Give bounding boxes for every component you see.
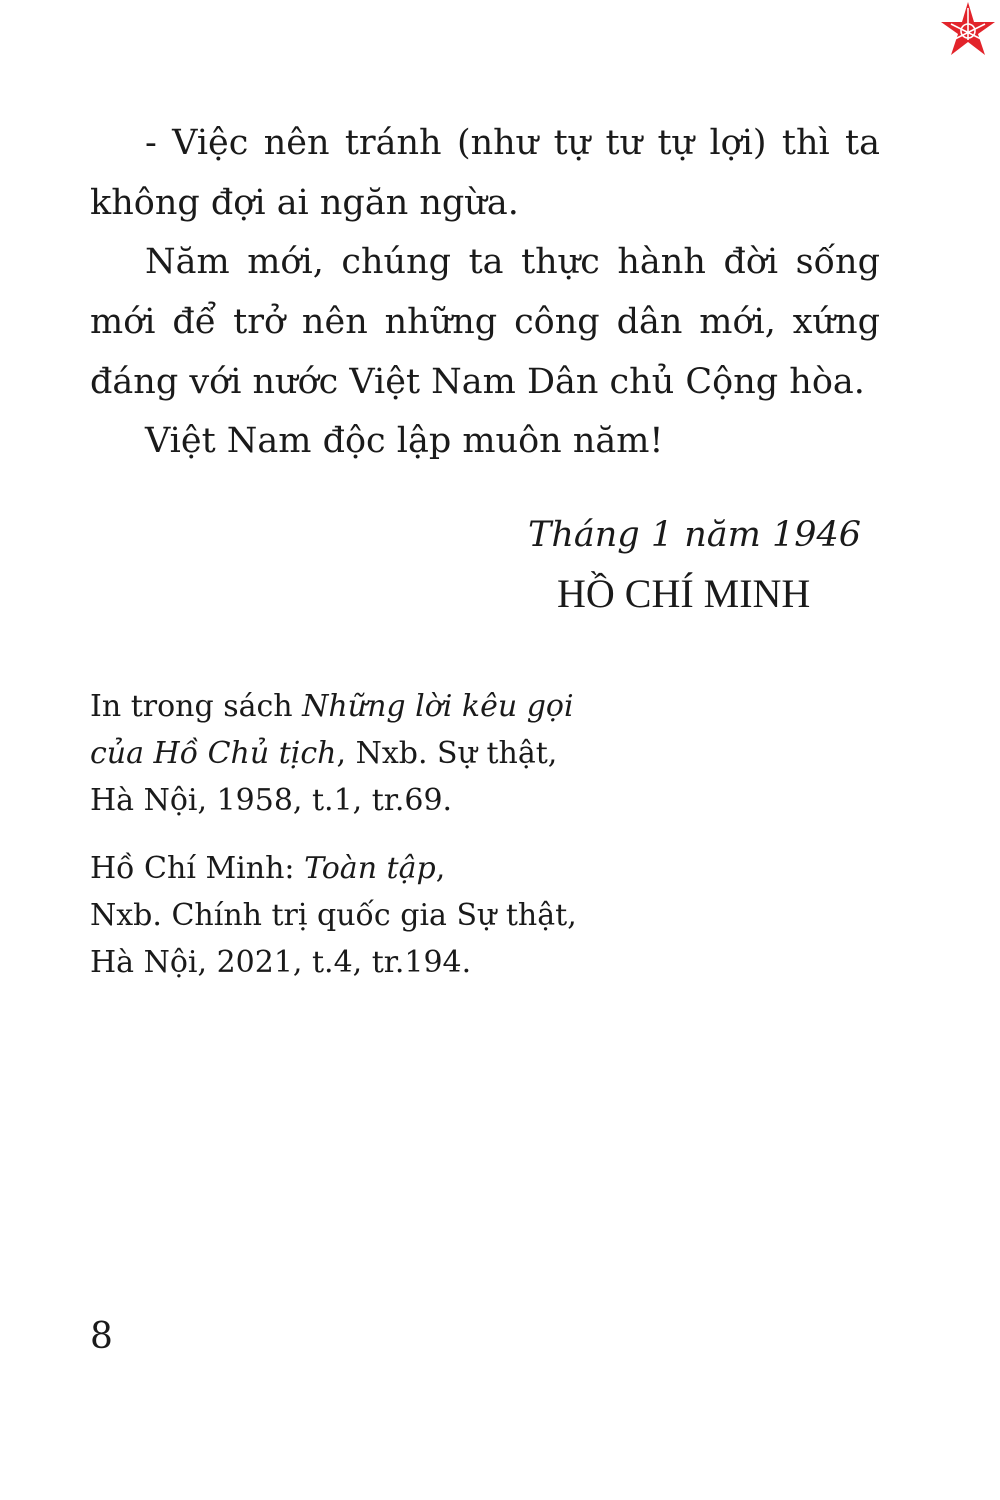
paragraph-2-line-2: mới để trở nên những công dân mới, xứng <box>90 302 880 342</box>
paragraph-2-line-3: đáng với nước Việt Nam Dân chủ Cộng hòa. <box>90 362 865 402</box>
paragraph-3 <box>90 411 880 471</box>
source-1-prefix: In trong sách <box>90 689 303 724</box>
source-2-line-3: Hà Nội, 2021, t.4, tr.194. <box>90 945 472 980</box>
paragraph-2-line-1: Năm mới, chúng ta thực hành đời sống <box>145 242 880 282</box>
paragraph-1-line-2: không đợi ai ngăn ngừa. <box>90 183 519 223</box>
source-1-line-3: Hà Nội, 1958, t.1, tr.69. <box>90 783 453 818</box>
source-citation-2 <box>90 845 577 986</box>
publisher-star-logo-icon <box>937 0 999 62</box>
paragraph-1-line-1: - Việc nên tránh (như tự tư tự lợi) thì ta <box>145 123 880 163</box>
page-number: 8 <box>90 1316 113 1357</box>
signoff-date: Tháng 1 năm 1946 <box>528 515 862 555</box>
source-1-line-1 <box>90 683 574 730</box>
source-1-publisher: , Nxb. Sự thật, <box>336 736 558 771</box>
source-1-book-title-part-1: Những lời kêu gọi <box>302 689 574 724</box>
source-2-prefix: Hồ Chí Minh: <box>90 851 305 886</box>
source-2-line-1 <box>90 845 577 892</box>
signoff-author: HỒ CHÍ MINH <box>557 571 811 616</box>
source-citation-1 <box>90 683 574 824</box>
source-1-book-title-part-2: của Hồ Chủ tịch <box>90 736 337 771</box>
source-2-comma: , <box>435 851 446 886</box>
source-1-line-2 <box>90 730 574 777</box>
source-2-line-2: Nxb. Chính trị quốc gia Sự thật, <box>90 898 577 933</box>
paragraph-3-line-1: Việt Nam độc lập muôn năm! <box>145 421 664 461</box>
source-2-book-title: Toàn tập <box>304 851 436 886</box>
paragraph-1 <box>90 113 880 233</box>
paragraph-2 <box>90 232 880 412</box>
